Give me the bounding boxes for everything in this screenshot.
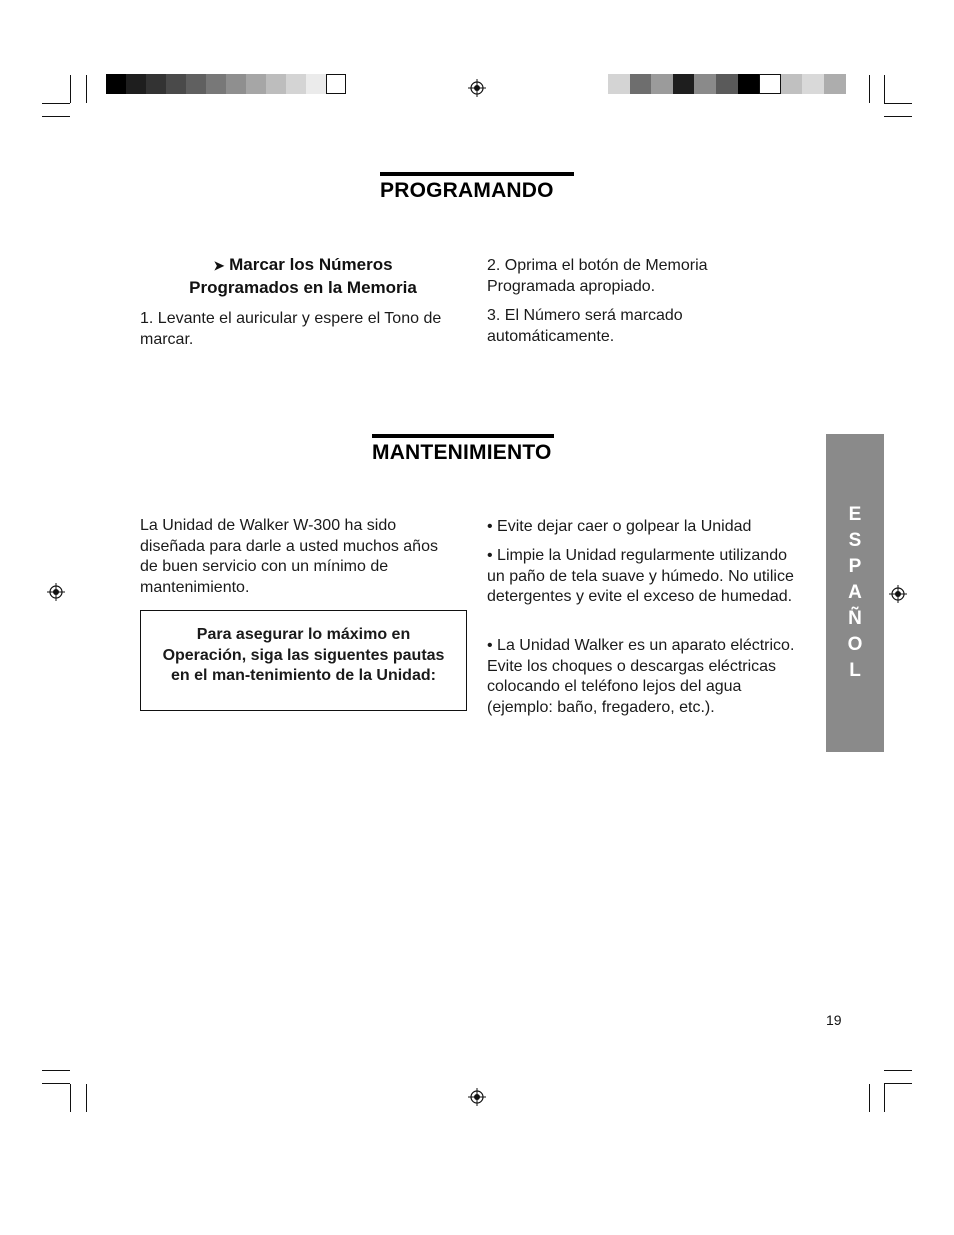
color-swatch (651, 74, 673, 94)
registration-mark-icon (889, 585, 907, 603)
tab-letter: A (848, 582, 862, 603)
color-swatch (286, 74, 306, 94)
crop-mark (884, 1084, 885, 1112)
crop-mark (42, 116, 70, 117)
color-swatch (326, 74, 346, 94)
crop-mark (42, 1083, 70, 1084)
crop-mark (70, 75, 71, 103)
tab-letter: S (848, 530, 862, 551)
subheading-memory-dial (140, 254, 466, 299)
page-number: 19 (826, 1012, 842, 1028)
color-swatch (186, 74, 206, 94)
tab-letter: P (848, 556, 862, 577)
color-swatch (608, 74, 630, 94)
color-swatch (673, 74, 695, 94)
color-swatch (106, 74, 126, 94)
subheading-line2: Programados en la Memoria (189, 278, 417, 297)
crop-mark (884, 1083, 912, 1084)
step-2: 2. Oprima el botón de Memoria Programada apropiado. (487, 257, 708, 295)
crop-mark (884, 75, 885, 103)
tab-letter: Ñ (848, 608, 862, 629)
crop-mark (70, 1084, 71, 1112)
crop-mark (884, 103, 912, 104)
crop-mark (42, 103, 70, 104)
note-line: en el man-tenimiento de la Unidad: (171, 667, 436, 684)
color-swatch (781, 74, 803, 94)
color-swatch (694, 74, 716, 94)
arrow-icon: ➤ (213, 258, 225, 273)
bullet-item: • Limpie la Unidad regularmente utilizando un paño de tela suave y húmedo. No utilice detergentes y evite el exceso de humedad. (487, 547, 794, 605)
bullet-item: • La Unidad Walker es un aparato eléctrico. Evite los choques o descargas eléctricas colocando el teléfono lejos del agua (ejemplo: baño, fregadero, etc.). (487, 637, 795, 716)
crop-mark (869, 75, 870, 103)
crop-mark (42, 1070, 70, 1071)
color-swatch (246, 74, 266, 94)
step-3: 3. El Número será marcado automáticamente. (487, 307, 683, 345)
section-title-mantenimiento: MANTENIMIENTO (372, 434, 554, 465)
section-title-programando: PROGRAMANDO (380, 172, 574, 203)
tab-letter: L (849, 660, 861, 681)
crop-mark (86, 1084, 87, 1112)
crop-mark (86, 75, 87, 103)
note-line: Para asegurar lo máximo en (196, 626, 411, 643)
registration-mark-icon (47, 583, 65, 601)
maintenance-intro: La Unidad de Walker W-300 ha sido diseñada para darle a usted muchos años de buen servicio con un mínimo de mantenimiento. (140, 517, 438, 596)
color-swatch (126, 74, 146, 94)
note-line: Operación, siga las siguentes pautas (162, 646, 445, 664)
color-swatch (802, 74, 824, 94)
color-swatch (266, 74, 286, 94)
color-swatch (226, 74, 246, 94)
registration-mark-icon (468, 79, 486, 97)
color-swatch (716, 74, 738, 94)
tab-letter: E (848, 504, 862, 525)
bullet-item: • Evite dejar caer o golpear la Unidad (487, 518, 752, 535)
registration-mark-icon (468, 1088, 486, 1106)
color-swatch (630, 74, 652, 94)
language-side-tab (826, 434, 884, 752)
step-1: 1. Levante el auricular y espere el Tono de marcar. (140, 310, 442, 348)
color-swatch (146, 74, 166, 94)
color-swatch (306, 74, 326, 94)
crop-mark (884, 116, 912, 117)
color-swatch (824, 74, 846, 94)
color-swatch (166, 74, 186, 94)
color-swatch (759, 74, 781, 94)
tab-letter: O (847, 634, 863, 655)
crop-mark (869, 1084, 870, 1112)
color-swatch (206, 74, 226, 94)
crop-mark (884, 1070, 912, 1071)
subheading-line1: Marcar los Números (229, 255, 393, 274)
maintenance-note-box (140, 610, 467, 711)
color-swatch (738, 74, 760, 94)
